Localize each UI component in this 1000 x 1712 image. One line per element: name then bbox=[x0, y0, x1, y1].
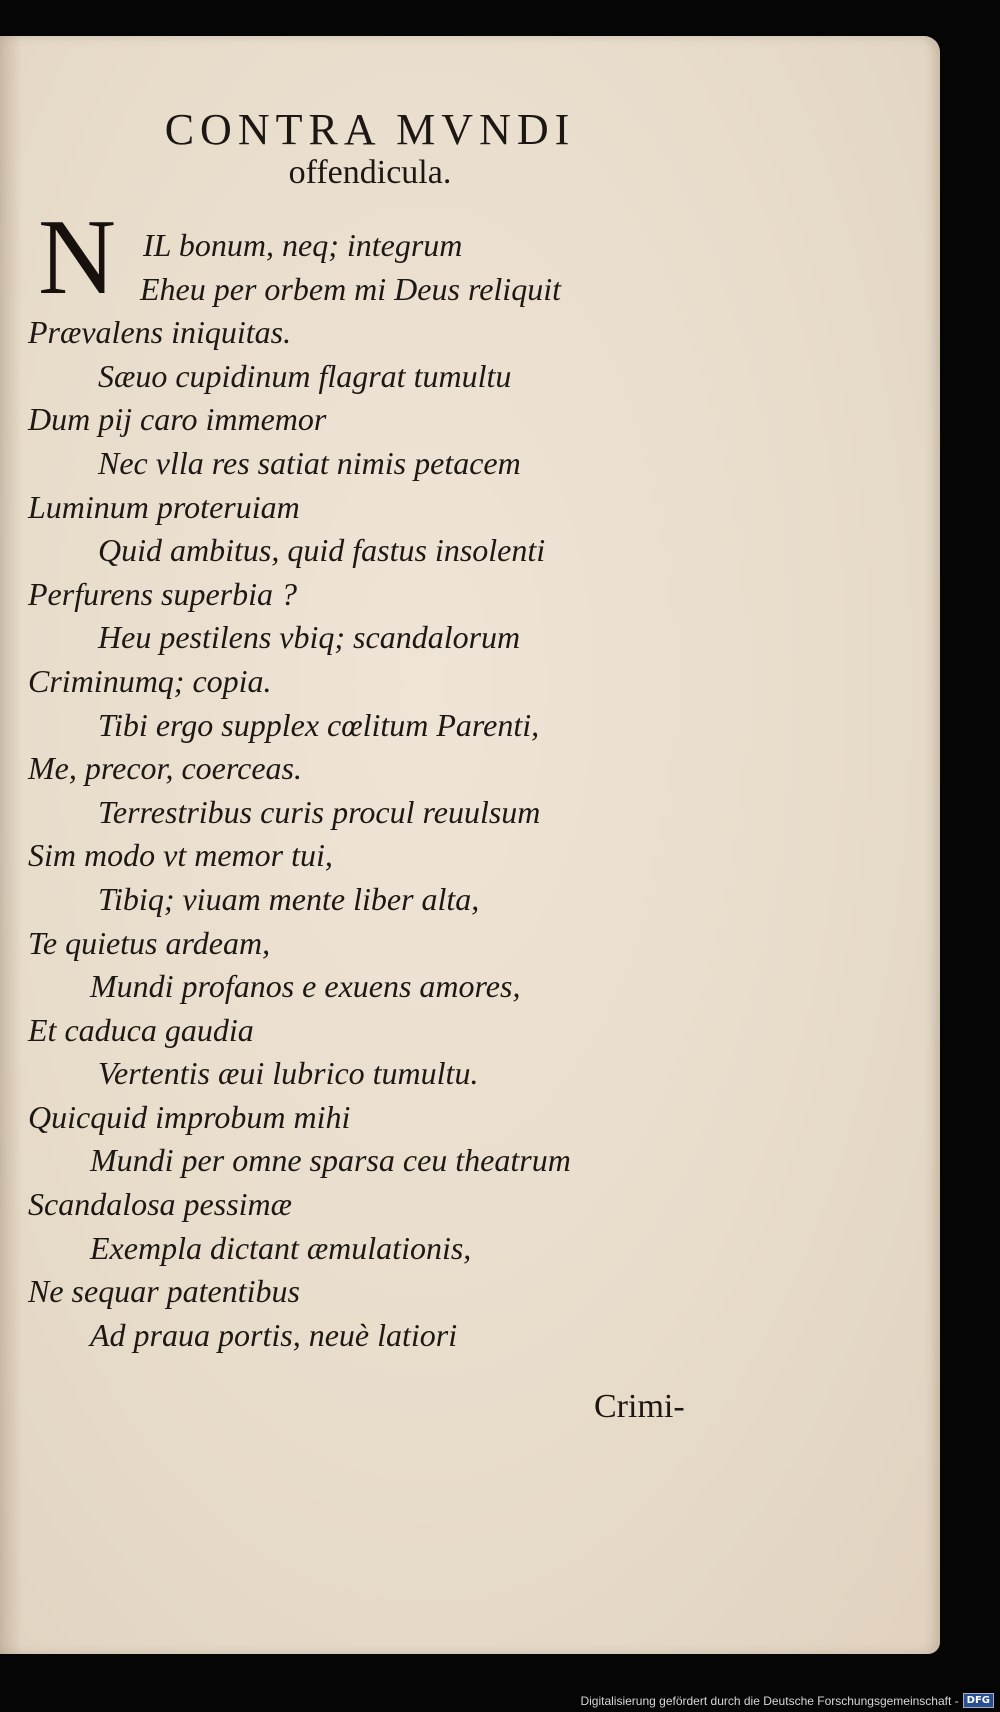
poem-line: Criminumq; copia. bbox=[28, 662, 272, 699]
poem-text bbox=[28, 224, 571, 1357]
dfg-logo-icon: DFG bbox=[963, 1693, 994, 1708]
poem-line: Perfurens superbia ? bbox=[28, 575, 298, 612]
poem-line: Ad praua portis, neuè latiori bbox=[90, 1316, 458, 1353]
poem-line: Terrestribus curis procul reuulsum bbox=[98, 793, 541, 830]
poem-line: Te quietus ardeam, bbox=[28, 924, 271, 961]
credit-text: Digitalisierung gefördert durch die Deutsche Forschungsgemeinschaft - bbox=[580, 1693, 959, 1708]
poem-line: Nec vlla res satiat nimis petacem bbox=[98, 444, 521, 481]
poem-line: Heu pestilens vbiq; scandalorum bbox=[98, 619, 521, 656]
poem-line: Me, precor, coerceas. bbox=[28, 750, 302, 787]
poem-line: Quid ambitus, quid fastus insolenti bbox=[98, 532, 546, 569]
poem-line: Sim modo vt memor tui, bbox=[28, 837, 333, 874]
page-title: CONTRA MVNDI bbox=[164, 105, 576, 154]
drop-cap: N bbox=[38, 198, 116, 317]
page-subtitle: offendicula. bbox=[288, 154, 452, 191]
poem-line: Tibi ergo supplex cœlitum Parenti, bbox=[98, 706, 540, 743]
poem-line: Tibiq; viuam mente liber alta, bbox=[98, 880, 480, 917]
poem-line: Prævalens iniquitas. bbox=[28, 314, 292, 351]
book-page bbox=[0, 36, 940, 1654]
digitization-credit bbox=[580, 1693, 994, 1708]
poem-line: Scandalosa pessimæ bbox=[28, 1186, 292, 1223]
poem-line: IL bonum, neq; integrum bbox=[143, 227, 463, 263]
poem-line: Dum pij caro immemor bbox=[28, 401, 327, 438]
poem-line: Mundi per omne sparsa ceu theatrum bbox=[90, 1142, 571, 1179]
poem-line: Mundi profanos e exuens amores, bbox=[90, 968, 521, 1005]
poem-line: Eheu per orbem mi Deus reliquit bbox=[140, 270, 561, 307]
poem-line: Et caduca gaudia bbox=[28, 1011, 254, 1048]
catchword: Crimi- bbox=[594, 1388, 685, 1425]
poem-line: Vertentis æui lubrico tumultu. bbox=[98, 1055, 479, 1092]
poem-line: Quicquid improbum mihi bbox=[28, 1098, 351, 1135]
poem-line: Exempla dictant æmulationis, bbox=[90, 1229, 472, 1266]
poem-line: Luminum proteruiam bbox=[28, 488, 300, 525]
poem-line: Ne sequar patentibus bbox=[28, 1273, 300, 1310]
poem-line: Sæuo cupidinum flagrat tumultu bbox=[98, 357, 512, 394]
